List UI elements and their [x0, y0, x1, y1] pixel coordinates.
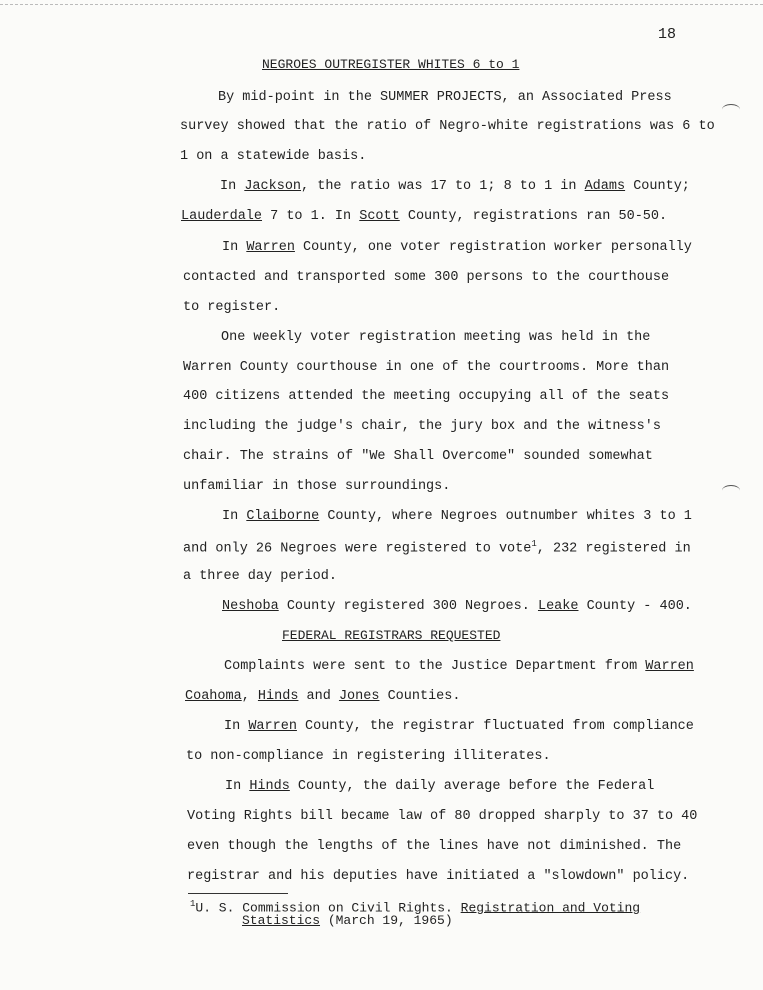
p7-line-1: Complaints were sent to the Justice Department from Warren: [224, 659, 694, 674]
footnote-title-cont: Statistics: [242, 913, 321, 928]
p7-line-2: Coahoma, Hinds and Jones Counties.: [185, 689, 461, 704]
page-number: 18: [658, 26, 677, 43]
p9-line-2: Voting Rights bill became law of 80 dropped sharply to 37 to 40: [187, 809, 698, 824]
county-warren: Warren: [248, 719, 297, 734]
p1-line-3: 1 on a statewide basis.: [180, 149, 367, 164]
county-jones: Jones: [338, 689, 380, 704]
p4-line-3: 400 citizens attended the meeting occupying all of the seats: [183, 389, 670, 404]
p9-line-4: registrar and his deputies have initiated a "slowdown" policy.: [187, 869, 690, 884]
county-lauderdale: Lauderdale: [181, 209, 263, 224]
county-warren: Warren: [246, 240, 295, 255]
county-hinds: Hinds: [257, 689, 299, 704]
p5-line-1: In Claiborne County, where Negroes outnumber whites 3 to 1: [222, 509, 692, 524]
footnote-reference: 1: [531, 539, 537, 549]
margin-mark: [722, 104, 740, 115]
margin-mark: [722, 485, 740, 496]
p6-line-1: Neshoba County registered 300 Negroes. Leake County - 400.: [222, 599, 692, 614]
p2-line-1: In Jackson, the ratio was 17 to 1; 8 to 1 in Adams County;: [220, 179, 690, 194]
footnote-number: 1: [190, 899, 196, 909]
county-neshoba: Neshoba: [222, 599, 279, 614]
p4-line-6: unfamiliar in those surroundings.: [183, 479, 451, 494]
county-coahoma: Coahoma: [185, 689, 242, 704]
p3-line-3: to register.: [183, 300, 281, 315]
p5-line-2: and only 26 Negroes were registered to vote$^1$, 232 registered in: [183, 539, 691, 557]
footnote-rule: [188, 893, 288, 894]
county-jackson: Jackson: [244, 179, 302, 194]
footnote-title: Registration and Voting: [460, 900, 641, 916]
county-hinds: Hinds: [249, 779, 290, 794]
p4-line-5: chair. The strains of "We Shall Overcome" sounded somewhat: [183, 449, 653, 464]
p2-line-2: Lauderdale 7 to 1. In Scott County, registrations ran 50-50.: [181, 209, 668, 224]
p3-line-1: In Warren County, one voter registration worker personally: [222, 240, 692, 255]
county-adams: Adams: [584, 179, 626, 194]
county-scott: Scott: [359, 209, 400, 224]
p5-line-3: a three day period.: [183, 569, 337, 584]
p8-line-1: In Warren County, the registrar fluctuated from compliance: [224, 719, 694, 734]
county-claiborne: Claiborne: [246, 509, 320, 524]
p4-line-2: Warren County courthouse in one of the courtrooms. More than: [183, 360, 670, 375]
county-warren: Warren: [645, 659, 694, 674]
p1-line-1: By mid-point in the SUMMER PROJECTS, an Associated Press: [218, 90, 672, 105]
section-heading: FEDERAL REGISTRARS REQUESTED: [282, 628, 501, 643]
p4-line-1: One weekly voter registration meeting was held in the: [221, 330, 651, 345]
footnote-line-2: Statistics (March 19, 1965): [242, 913, 453, 928]
p9-line-3: even though the lengths of the lines have not diminished. The: [187, 839, 682, 854]
county-leake: Leake: [537, 599, 579, 614]
page-title: NEGROES OUTREGISTER WHITES 6 to 1: [262, 57, 520, 72]
p1-line-2: survey showed that the ratio of Negro-white registrations was 6 to: [180, 119, 715, 134]
p3-line-2: contacted and transported some 300 persons to the courthouse: [183, 270, 670, 285]
top-edge-rule: [0, 4, 763, 6]
p8-line-2: to non-compliance in registering illiterates.: [186, 749, 551, 764]
p9-line-1: In Hinds County, the daily average before the Federal: [225, 779, 655, 794]
footnote-line-1: $^1$U. S. Commission on Civil Rights. Registration and Voting: [190, 899, 641, 916]
p4-line-4: including the judge's chair, the jury box and the witness's: [183, 419, 661, 434]
